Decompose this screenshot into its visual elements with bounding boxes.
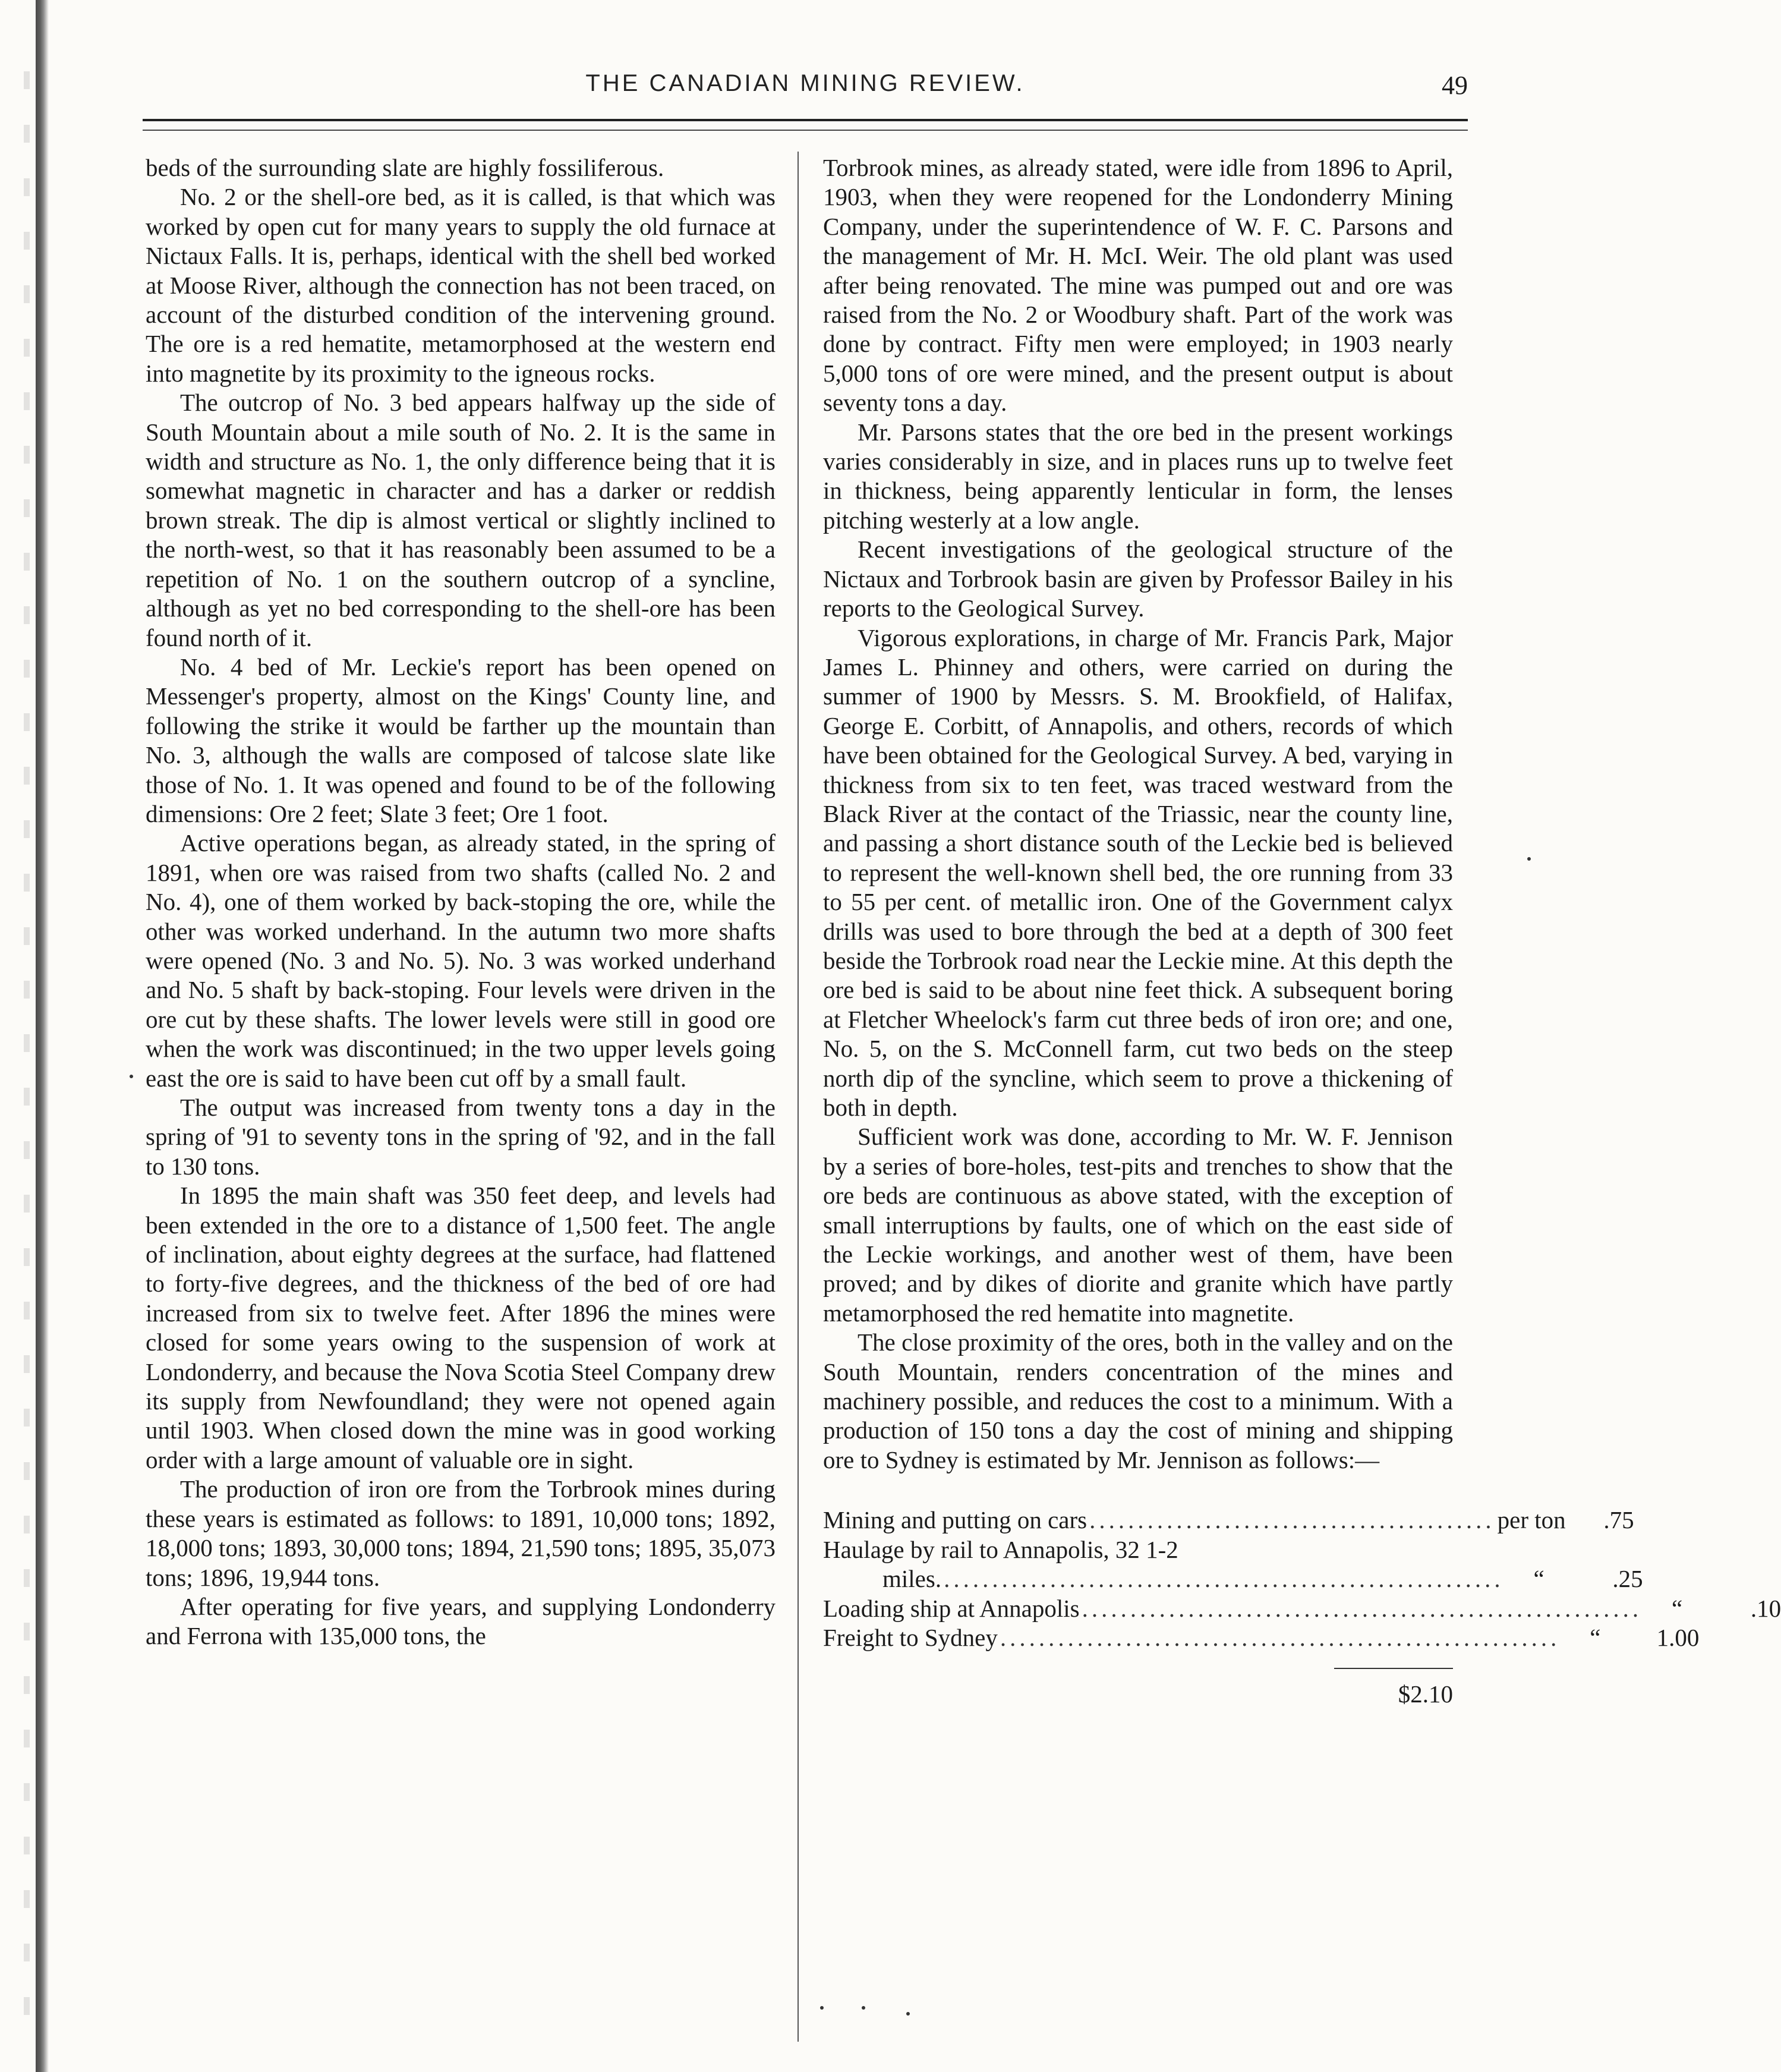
header-rule-thick: [143, 119, 1468, 121]
scan-speck: [130, 1075, 133, 1078]
cost-item: Loading ship at Annapolis: [823, 1594, 1080, 1622]
paragraph: No. 4 bed of Mr. Leckie's report has been opened on Messenger's property, almost on the Kings' County line, and following the strike it would be farther up the mountain than No. 3, although the walls are composed of talcose slate like those of No. 1. It was opened and found to be of the following dimensions: Ore 2 feet; Slate 3 feet; Ore 1 foot.: [146, 653, 776, 827]
leader-dots: ..........................................................: [944, 1565, 1504, 1593]
page-header: [143, 70, 1468, 112]
scan-binding-edge: [36, 0, 49, 2072]
paragraph: beds of the surrounding slate are highly fossiliferous.: [146, 154, 664, 181]
page-number: 49: [1442, 71, 1468, 100]
cost-item: Mining and putting on cars: [823, 1506, 1087, 1534]
paragraph: Recent investigations of the geological structure of the Nictaux and Torbrook basin are given by Professor Bailey in his reports to the Geological Survey.: [823, 536, 1453, 622]
leader-dots: ..........................................: [1089, 1506, 1495, 1534]
cost-unit: per ton: [1497, 1506, 1566, 1534]
total-rule: [1334, 1668, 1453, 1669]
cost-row: [823, 1564, 1643, 1594]
journal-title: THE CANADIAN MINING REVIEW.: [585, 70, 1025, 96]
cost-unit: “: [1533, 1565, 1544, 1593]
cost-value: .75: [1603, 1506, 1634, 1534]
cost-row: [823, 1623, 1700, 1652]
paragraph: The outcrop of No. 3 bed appears halfway up the side of South Mountain about a mile south of No. 2. It is the same in width and structure as No. 1, the only difference being that it is somewhat magnetic in character and has a darker or reddish brown streak. The dip is almost vertical or slightly inclined to the north-west, so that it has reasonably been assumed to be a repetition of No. 1 on the southern outcrop of a syncline, although as yet no bed corresponding to the shell-ore has been found north of it.: [146, 389, 776, 651]
scan-binding-shadow: [24, 71, 30, 2033]
column-divider: [797, 152, 799, 2042]
cost-item: Freight to Sydney: [823, 1623, 998, 1651]
paragraph: The close proximity of the ores, both in the valley and on the South Mountain, renders concentration of the mines and machinery possible, and reduces the cost to a minimum. With a production of 150 tons a day the cost of mining and shipping ore to Sydney is estimated by Mr. Jennison as follows:—: [823, 1328, 1453, 1473]
left-column: [146, 153, 776, 1651]
cost-value: .10: [1750, 1594, 1781, 1622]
paragraph: The production of iron ore from the Torbrook mines during these years is estimated as follows: to 1891, 10,000 tons; 1892, 18,000 tons; 1893, 30,000 tons; 1894, 21,590 tons; 1895, 35,073 tons; 1896, 19,944 tons.: [146, 1475, 776, 1591]
cost-table: [823, 1506, 1781, 1709]
cost-item: Haulage by rail to Annapolis, 32 1-2: [823, 1535, 1178, 1563]
right-column: [823, 153, 1781, 1709]
cost-item: miles.: [882, 1565, 942, 1593]
paragraph: In 1895 the main shaft was 350 feet deep, and levels had been extended in the ore to a distance of 1,500 feet. The angle of inclination, about eighty degrees at the surface, had flattened to forty-five degrees, and the thickness of the bed of ore had increased from six to twelve feet. After 1896 the mines were closed for some years owing to the suspension of work at Londonderry, and because the Nova Scotia Steel Company drew its supply from Newfoundland; they were not opened again until 1903. When closed down the mine was in good working order with a large amount of valuable ore in sight.: [146, 1182, 776, 1473]
cost-total: $2.10: [1398, 1680, 1453, 1708]
cost-value: .25: [1612, 1565, 1643, 1593]
scan-speck: [820, 2006, 824, 2010]
paragraph: Sufficient work was done, according to Mr. W. F. Jennison by a series of bore-holes, test-pits and trenches to show that the ore beds are continuous as above stated, with the exception of small interruptions by faults, one of which on the east side of the Leckie workings, and another west of them, have been proved; and by dikes of diorite and granite which have partly metamorphosed the red hematite into magnetite.: [823, 1123, 1453, 1327]
cost-value: 1.00: [1656, 1623, 1700, 1651]
scan-speck: [1527, 857, 1531, 861]
paragraph: The output was increased from twenty tons a day in the spring of '91 to seventy tons in the spring of '92, and in the fall to 130 tons.: [146, 1094, 776, 1180]
cost-row: [823, 1594, 1781, 1623]
paragraph: Mr. Parsons states that the ore bed in the present workings varies considerably in size, and in places runs up to twelve feet in thickness, being apparently lenticular in form, the lenses pitching westerly at a low angle.: [823, 418, 1453, 534]
cost-unit: “: [1590, 1623, 1601, 1651]
paragraph: Torbrook mines, as already stated, were idle from 1896 to April, 1903, when they were reopened for the Londonderry Mining Company, under the superintendence of W. F. C. Parsons and the management of Mr. H. McI. Weir. The old plant was used after being renovated. The mine was pumped out and ore was raised from the No. 2 or Woodbury shaft. Part of the work was done by contract. Fifty men were employed; in 1903 nearly 5,000 tons of ore were mined, and the present output is about seventy tons a day.: [823, 154, 1453, 417]
header-rule-thin: [143, 130, 1468, 131]
paragraph: No. 2 or the shell-ore bed, as it is called, is that which was worked by open cut for many years to supply the old furnace at Nictaux Falls. It is, perhaps, identical with the shell bed worked at Moose River, although the connection has not been traced, on account of the disturbed condition of the intervening ground. The ore is a red hematite, metamorphosed at the western end into magnetite by its proximity to the igneous rocks.: [146, 183, 776, 387]
scan-speck: [906, 2012, 910, 2016]
leader-dots: ..........................................................: [1000, 1623, 1561, 1651]
cost-row: [823, 1506, 1634, 1535]
scan-speck: [862, 2006, 865, 2010]
leader-dots: ..........................................................: [1082, 1594, 1643, 1622]
cost-row: [823, 1535, 1453, 1564]
cost-unit: “: [1672, 1594, 1683, 1622]
paragraph: Vigorous explorations, in charge of Mr. Francis Park, Major James L. Phinney and others, were carried on during the summer of 1900 by Messrs. S. M. Brookfield, of Halifax, George E. Corbitt, of Annapolis, and others, records of which have been obtained for the Geological Survey. A bed, varying in thickness from six to ten feet, was traced westward from the Black River at the contact of the Triassic, near the county line, and passing a short distance south of the Leckie bed is believed to represent the well-known shell bed, the ore running from 33 to 55 per cent. of metallic iron. One of the Government calyx drills was used to bore through the bed at a depth of 300 feet beside the Torbrook road near the Leckie mine. At this depth the ore bed is said to be about nine feet thick. A subsequent boring at Fletcher Wheelock's farm cut three beds of iron ore; and one, No. 5, on the S. McConnell farm, cut two beds on the steep north dip of the syncline, which seem to prove a thickening of both in depth.: [823, 624, 1453, 1121]
paragraph: After operating for five years, and supplying Londonderry and Ferrona with 135,000 tons, the: [146, 1592, 776, 1650]
paragraph: Active operations began, as already stated, in the spring of 1891, when ore was raised from two shafts (called No. 2 and No. 4), one of them worked by back-stoping the ore, while the other was worked underhand. In the autumn two more shafts were opened (No. 3 and No. 5). No. 3 was worked underhand and No. 5 shaft by back-stoping. Four levels were driven in the ore cut by these shafts. The lower levels were still in good ore when the work was discontinued; in the two upper levels going east the ore is said to have been cut off by a small fault.: [146, 829, 776, 1092]
